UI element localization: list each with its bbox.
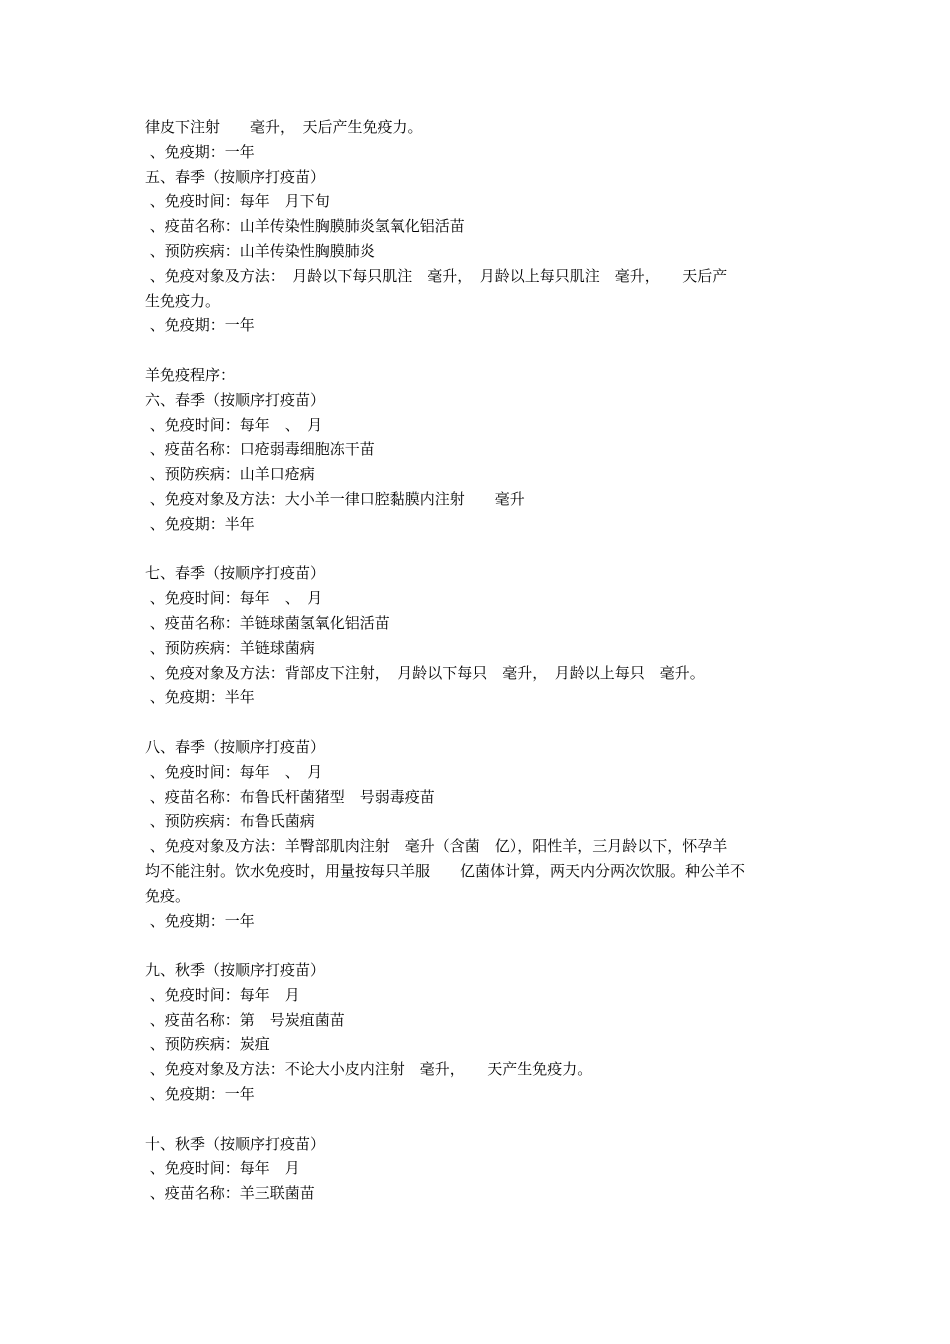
- text-line: 、免疫时间：每年 月下旬: [145, 192, 330, 211]
- text-line: 、预防疾病：炭疽: [145, 1035, 270, 1054]
- text-line: 、免疫期：一年: [145, 1085, 255, 1104]
- blank-line: [145, 933, 815, 958]
- text-line: 、免疫对象及方法： 月龄以下每只肌注 毫升， 月龄以上每只肌注 毫升， 天后产: [145, 266, 728, 285]
- text-line: 、免疫对象及方法：羊臀部肌肉注射 毫升（含菌 亿），阳性羊，三月龄以下，怀孕羊: [145, 837, 728, 856]
- text-line: 、免疫对象及方法：背部皮下注射， 月龄以下每只 毫升， 月龄以上每只 毫升。: [145, 663, 705, 682]
- text-line: 、预防疾病：布鲁氏菌病: [145, 812, 315, 831]
- text-line: 、免疫期：一年: [145, 142, 255, 161]
- text-line: 、免疫时间：每年 月: [145, 1159, 300, 1178]
- text-line: 、疫苗名称：羊三联菌苗: [145, 1184, 315, 1203]
- text-line: 、免疫时间：每年 、 月: [145, 415, 323, 434]
- text-line: 、疫苗名称：第 号炭疽菌苗: [145, 1010, 345, 1029]
- text-line: 、预防疾病：山羊传染性胸膜肺炎: [145, 241, 375, 260]
- blank-line: [145, 537, 815, 562]
- text-line: 、免疫对象及方法：大小羊一律口腔黏膜内注射 毫升: [145, 489, 525, 508]
- text-line: 、预防疾病：羊链球菌病: [145, 638, 315, 657]
- text-line: 生免疫力。: [145, 291, 221, 310]
- text-line: 、疫苗名称：口疮弱毒细胞冻干苗: [145, 440, 375, 459]
- text-line: 、免疫时间：每年 、 月: [145, 762, 323, 781]
- blank-line: [145, 1107, 815, 1132]
- text-line: 、疫苗名称：布鲁氏杆菌猪型 号弱毒疫苗: [145, 787, 435, 806]
- text-line: 、预防疾病：山羊口疮病: [145, 465, 315, 484]
- document-body: [145, 115, 815, 1206]
- text-line: 、免疫期：一年: [145, 911, 255, 930]
- section-heading: 九、秋季（按顺序打疫苗）: [145, 961, 326, 980]
- section-title: 羊免疫程序：: [145, 365, 236, 384]
- text-line: 免疫。: [145, 886, 191, 905]
- text-line: 、免疫期：一年: [145, 316, 255, 335]
- section-heading: 八、春季（按顺序打疫苗）: [145, 737, 326, 756]
- text-line: 、免疫期：半年: [145, 688, 255, 707]
- text-line: 、免疫时间：每年 、 月: [145, 589, 323, 608]
- text-line: 、免疫对象及方法：不论大小皮内注射 毫升， 天产生免疫力。: [145, 1060, 593, 1079]
- section-heading: 七、春季（按顺序打疫苗）: [145, 564, 326, 583]
- text-line: 、免疫时间：每年 月: [145, 985, 300, 1004]
- text-line: 、疫苗名称：山羊传染性胸膜肺炎氢氧化铝活苗: [145, 217, 465, 236]
- section-heading: 五、春季（按顺序打疫苗）: [145, 167, 326, 186]
- text-line: 、免疫期：半年: [145, 514, 255, 533]
- section-heading: 六、春季（按顺序打疫苗）: [145, 390, 326, 409]
- text-line: 律皮下注射 毫升， 天后产生免疫力。: [145, 118, 423, 136]
- text-line: 、疫苗名称：羊链球菌氢氧化铝活苗: [145, 613, 390, 632]
- text-line: 均不能注射。饮水免疫时，用量按每只羊服 亿菌体计算，两天内分两次饮服。种公羊不: [145, 861, 746, 880]
- blank-line: [145, 710, 815, 735]
- blank-line: [145, 338, 815, 363]
- section-heading: 十、秋季（按顺序打疫苗）: [145, 1134, 326, 1153]
